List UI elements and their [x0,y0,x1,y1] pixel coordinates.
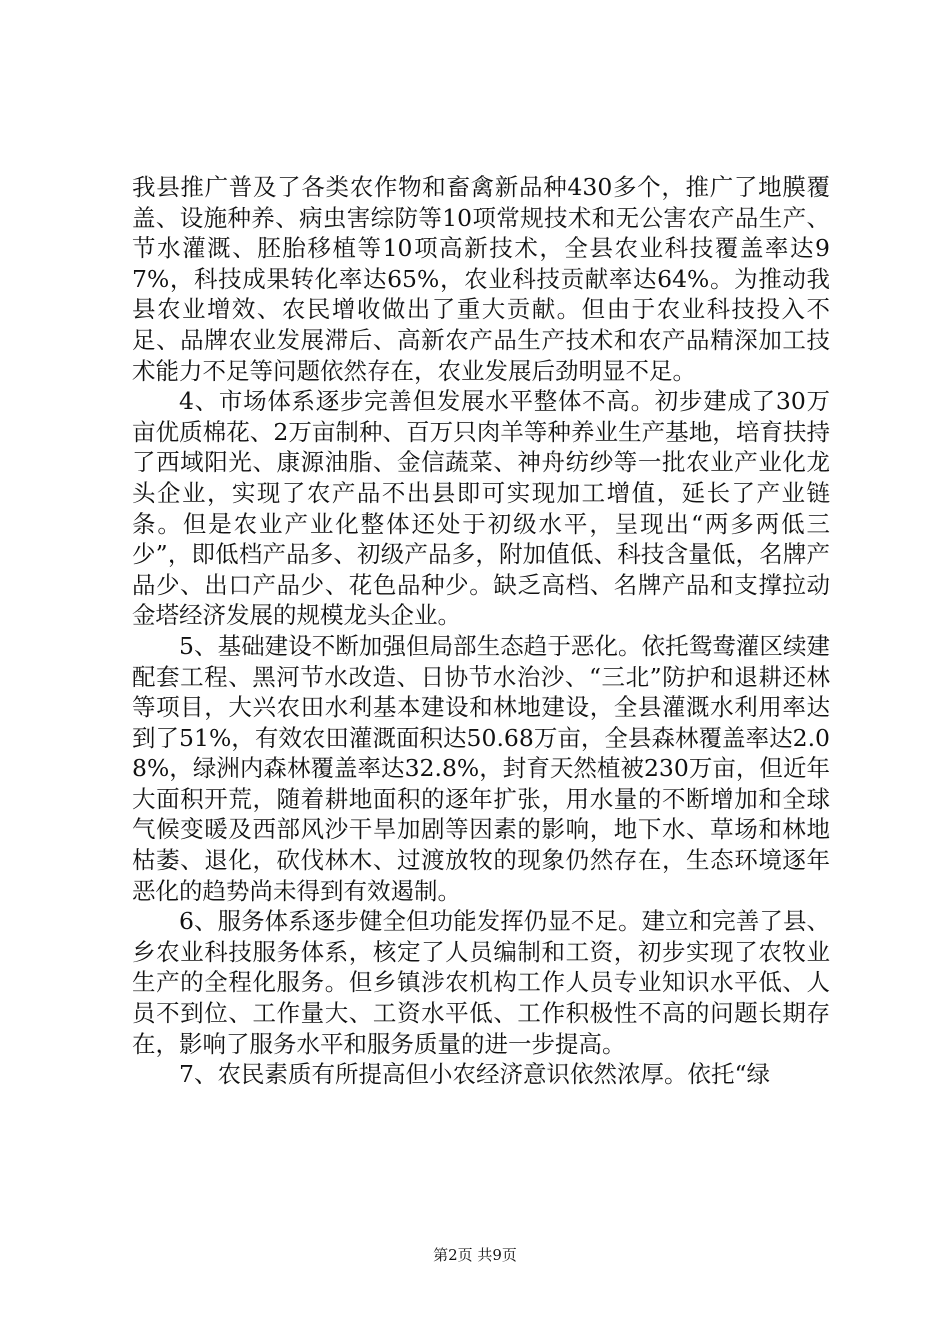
body-paragraph-5: 7、农民素质有所提高但小农经济意识依然浓厚。依托“绿 [179,1060,770,1089]
body-paragraph-3: 5、基础建设不断加强但局部生态趋于恶化。依托鸳鸯灌区续建配套工程、黑河节水改造、日协节水治沙、“三北”防护和退耕还林等项目，大兴农田水利基本建设和林地建设，全县灌溉水利用率达到了51%，有效农田灌溉面积达50.68万亩，全县森林覆盖率达2.08%，绿洲内森林覆盖率达32.8%，封育天然植被230万亩，但近年大面积开荒，随着耕地面积的逐年扩张，用水量的不断增加和全球气候变暖及西部风沙干旱加剧等因素的影响，地下水、草场和林地枯萎、退化，砍伐林木、过渡放牧的现象仍然存在，生态环境逐年恶化的趋势尚未得到有效遏制。 [132,631,830,905]
body-paragraph-4: 6、服务体系逐步健全但功能发挥仍显不足。建立和完善了县、乡农业科技服务体系，核定了人员编制和工资，初步实现了农牧业生产的全程化服务。但乡镇涉农机构工作人员专业知识水平低、人员不到位、工作量大、工资水平低、工作积极性不高的问题长期存在，影响了服务水平和服务质量的进一步提高。 [132,907,830,1058]
page-number-label: 第2页 共9页 [433,1246,517,1264]
body-paragraph-2: 4、市场体系逐步完善但发展水平整体不高。初步建成了30万亩优质棉花、2万亩制种、百万只肉羊等种养业生产基地，培育扶持了西域阳光、康源油脂、金信蔬菜、神舟纺纱等一批农业产业化龙头企业，实现了农产品不出县即可实现加工增值，延长了产业链条。但是农业产业化整体还处于初级水平，呈现出“两多两低三少”，即低档产品多、初级产品多，附加值低、科技含量低，名牌产品少、出口产品少、花色品种少。缺乏高档、名牌产品和支撑拉动金塔经济发展的规模龙头企业。 [132,387,830,630]
page-footer [0,1245,950,1265]
body-paragraph-1: 我县推广普及了各类农作物和畜禽新品种430多个，推广了地膜覆盖、设施种养、病虫害综防等10项常规技术和无公害农产品生产、节水灌溉、胚胎移植等10项高新技术，全县农业科技覆盖率达97%，科技成果转化率达65%，农业科技贡献率达64%。为推动我县农业增效、农民增收做出了重大贡献。但由于农业科技投入不足、品牌农业发展滞后、高新农产品生产技术和农产品精深加工技术能力不足等问题依然存在，农业发展后劲明显不足。 [132,173,830,385]
document-body [132,172,830,1090]
